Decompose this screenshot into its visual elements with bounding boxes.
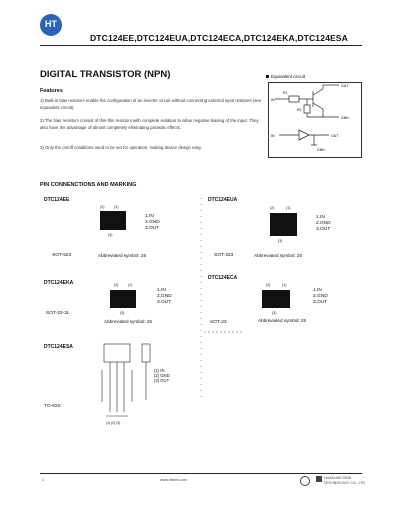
chip-sot523 xyxy=(100,211,126,230)
pin-number: (1) xyxy=(286,206,291,210)
pin-number: (3) xyxy=(278,239,283,243)
part-number-list: DTC124EE,DTC124EUA,DTC124ECA,DTC124EKA,DTC124ESA xyxy=(90,33,348,43)
pin-2-label: 2.GND xyxy=(313,294,328,299)
column-separator xyxy=(200,198,202,398)
package-model: DTC124EE xyxy=(44,197,70,203)
package-type: SOT-323 xyxy=(214,253,234,258)
pin-number: (1) xyxy=(114,205,119,209)
pin-3-label: 3.OUT xyxy=(145,226,160,231)
pin-number: (1) xyxy=(128,283,133,287)
pin-number: (2) xyxy=(266,283,271,287)
pin-1-label: 1.IN xyxy=(145,214,154,219)
abbreviated-symbol: Abbreviated symbol: 25 xyxy=(104,319,153,324)
pin-2-label: 2.GND xyxy=(316,221,331,226)
package-type: SOT-523 xyxy=(52,253,72,258)
pin-2-label: (2) GND xyxy=(154,373,170,378)
pin-connections-heading: PIN CONNENCTIONS AND MARKING xyxy=(40,182,137,188)
page-number: 1 xyxy=(42,478,44,482)
package-model: DTC124EKA xyxy=(44,280,74,286)
footer-company: HUAXUAN SEMI xyxy=(324,476,352,480)
to92s-package-drawing xyxy=(100,340,170,426)
package-model: DTC124EUA xyxy=(208,197,238,203)
gnd-symbol-label: GND xyxy=(317,148,325,152)
package-type: SOT-23 xyxy=(210,320,227,325)
equivalent-circuit-diagram xyxy=(269,83,361,157)
in-symbol-label: IN xyxy=(271,134,275,138)
equivalent-circuit-label: Equivalent circuit xyxy=(271,74,306,79)
pin-1-label: (1) IN xyxy=(154,368,165,373)
pin-3-label: 3.OUT xyxy=(316,227,331,232)
pin-number: (3) xyxy=(108,233,113,237)
chip-sot323 xyxy=(270,213,297,236)
pin-2-label: 2.GND xyxy=(145,220,160,225)
pin-2-label: 2.GND xyxy=(157,294,172,299)
feature-item-2: 2) The bias resistors consist of thin-film resistors with complete isolation to allow negative biasing of the input. They also have the advantage of almost completely eliminating parasitic effects. xyxy=(40,118,259,130)
abbreviated-symbol: Abbreviated symbol: 25 xyxy=(258,318,307,323)
footer-divider xyxy=(40,473,362,474)
certification-icon xyxy=(316,476,322,482)
pin-1-label: 1.IN xyxy=(157,288,166,293)
pin-3-label: (3) OUT xyxy=(154,378,170,383)
package-type: TO-92S xyxy=(44,404,61,409)
bullet-icon xyxy=(266,75,269,78)
pin-number: (2) xyxy=(100,205,105,209)
abbreviated-symbol: Abbreviated symbol: 25 xyxy=(254,253,303,258)
header-divider xyxy=(40,45,362,46)
footer-website: www.htsemi.com xyxy=(160,478,187,482)
gnd-label: GND xyxy=(341,116,349,120)
pin-1-label: 1.IN xyxy=(313,288,322,293)
document-title: DIGITAL TRANSISTOR (NPN) xyxy=(40,69,171,80)
pin-1-label: 1.IN xyxy=(316,215,325,220)
pin-spacing-label: (1) (2) (3) xyxy=(106,421,121,425)
package-type: SOT-23-3L xyxy=(46,311,70,316)
chip-sot23-3l xyxy=(110,290,136,308)
equivalent-circuit-box xyxy=(268,82,362,158)
r1-label: R1 xyxy=(283,91,288,95)
feature-item-3: 3) Only the on/off conditions need to be set for operation, making device design easy. xyxy=(40,145,203,150)
pin-number: (2) xyxy=(114,283,119,287)
rohs-icon xyxy=(300,476,310,486)
pin-number: (2) xyxy=(270,206,275,210)
in-label: IN xyxy=(271,98,275,102)
pin-3-label: 3.OUT xyxy=(313,300,328,305)
package-model: DTC124ESA xyxy=(44,344,73,350)
r2-label: R2 xyxy=(297,108,302,112)
dashed-line xyxy=(204,331,244,333)
feature-item-1: 1) Built-in bias resistors enable the configuration of an inverter circuit without connecting external input resistors (see equivalent circuit). xyxy=(40,98,262,110)
pin-number: (3) xyxy=(120,311,125,315)
abbreviated-symbol: Abbreviated symbol: 25 xyxy=(98,253,147,258)
package-model: DTC124ECA xyxy=(208,275,238,281)
features-heading: Features xyxy=(40,88,63,94)
out-symbol-label: OUT xyxy=(331,134,339,138)
pin-number: (3) xyxy=(272,311,277,315)
footer-company-sub: TECHNOLOGY CO., LTD xyxy=(324,481,366,485)
pin-number: (1) xyxy=(282,283,287,287)
out-label: OUT xyxy=(341,84,349,88)
company-logo-text: HT xyxy=(45,19,57,29)
pin-3-label: 3.OUT xyxy=(157,300,172,305)
chip-sot23 xyxy=(262,290,290,308)
